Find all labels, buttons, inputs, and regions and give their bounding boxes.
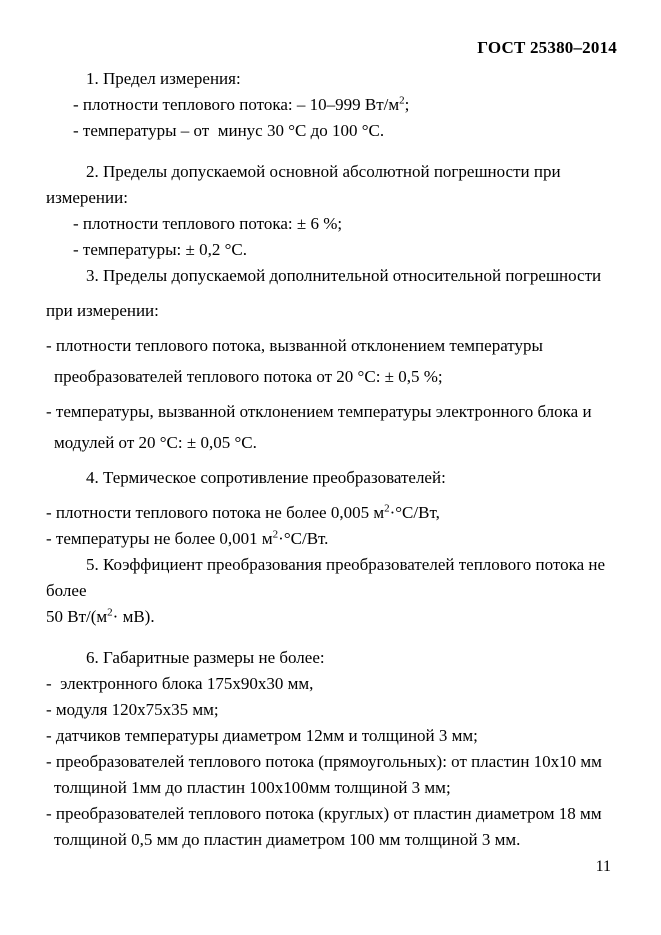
text-segment: - плотности теплового потока: ± 6 %; [73, 214, 343, 233]
paragraph-line [46, 118, 620, 144]
paragraph-line [46, 66, 620, 92]
text-segment: - температуры: ± 0,2 °С. [73, 240, 247, 259]
text-segment: - температуры, вызванной отклонением температуры электронного блока и [46, 402, 592, 421]
text-segment: 3. Пределы допускаемой дополнительной относительной погрешности [86, 266, 602, 285]
text-segment: ·°С/Вт, [389, 503, 440, 522]
text-segment: - плотности теплового потока: – 10–999 Вт/м [73, 95, 400, 114]
text-segment: ; [404, 95, 410, 114]
paragraph-line [46, 399, 620, 425]
paragraph-line [46, 263, 620, 289]
text-segment: - плотности теплового потока, вызванной отклонением температуры [46, 336, 543, 355]
paragraph-line [46, 333, 620, 359]
page-number: 11 [595, 858, 611, 875]
paragraph-line [46, 92, 620, 118]
text-segment: 5. Коэффициент преобразования преобразователей теплового потока не более [46, 555, 606, 600]
text-segment: 1. Предел измерения: [86, 69, 241, 88]
paragraph-line [46, 211, 620, 237]
text-segment: - датчиков температуры диаметром 12мм и толщиной 3 мм; [46, 726, 478, 745]
text-segment: 6. Габаритные размеры не более: [86, 648, 325, 667]
superscript: 2 [399, 94, 405, 107]
text-segment: при измерении: [46, 301, 159, 320]
text-segment: 4. Термическое сопротивление преобразователей: [86, 468, 446, 487]
text-segment: · мВ). [112, 607, 155, 626]
paragraph-line [46, 500, 620, 526]
superscript: 2 [272, 528, 279, 541]
paragraph-line [46, 697, 620, 723]
text-segment: модулей от 20 °С: ± 0,05 °С. [54, 433, 257, 452]
superscript: 2 [384, 502, 390, 515]
paragraph-line [46, 526, 620, 552]
text-segment: - преобразователей теплового потока (прямоугольных): от пластин 10х10 мм [46, 752, 602, 771]
text-segment: 2. Пределы допускаемой основной абсолютной погрешности при [86, 162, 561, 181]
text-segment: - плотности теплового потока не более 0,005 м [46, 503, 385, 522]
text-segment: измерении: [46, 188, 128, 207]
standard-number-header: ГОСТ 25380–2014 [477, 38, 617, 57]
paragraph-line [46, 723, 620, 749]
text-segment: ·°С/Вт. [278, 529, 329, 548]
paragraph-line [46, 604, 620, 630]
paragraph-line [46, 645, 620, 671]
paragraph-line [46, 465, 620, 491]
paragraph-line [46, 801, 620, 827]
text-segment: толщиной 0,5 мм до пластин диаметром 100 мм толщиной 3 мм. [54, 830, 521, 849]
text-segment: - преобразователей теплового потока (круглых) от пластин диаметром 18 мм [46, 804, 602, 823]
superscript: 2 [107, 606, 113, 619]
paragraph-line [46, 775, 620, 801]
paragraph-line [46, 185, 620, 211]
text-segment: 50 Вт/(м [46, 607, 108, 626]
paragraph-line [46, 552, 620, 604]
paragraph-line [46, 159, 620, 185]
text-segment: - электронного блока 175х90х30 мм, [46, 674, 314, 693]
text-segment: преобразователей теплового потока от 20 °С: ± 0,5 %; [54, 367, 443, 386]
text-segment: - модуля 120х75х35 мм; [46, 700, 219, 719]
paragraph-line [46, 671, 620, 697]
text-segment: - температуры не более 0,001 м [46, 529, 273, 548]
text-segment: - температуры – от минус 30 °С до 100 °С. [73, 121, 385, 140]
paragraph-line [46, 827, 620, 853]
paragraph-line [46, 237, 620, 263]
paragraph-line [46, 749, 620, 775]
paragraph-line [46, 364, 620, 390]
text-segment: толщиной 1мм до пластин 100х100мм толщиной 3 мм; [54, 778, 451, 797]
document-body [46, 66, 620, 853]
paragraph-line [46, 430, 620, 456]
paragraph-line [46, 298, 620, 324]
